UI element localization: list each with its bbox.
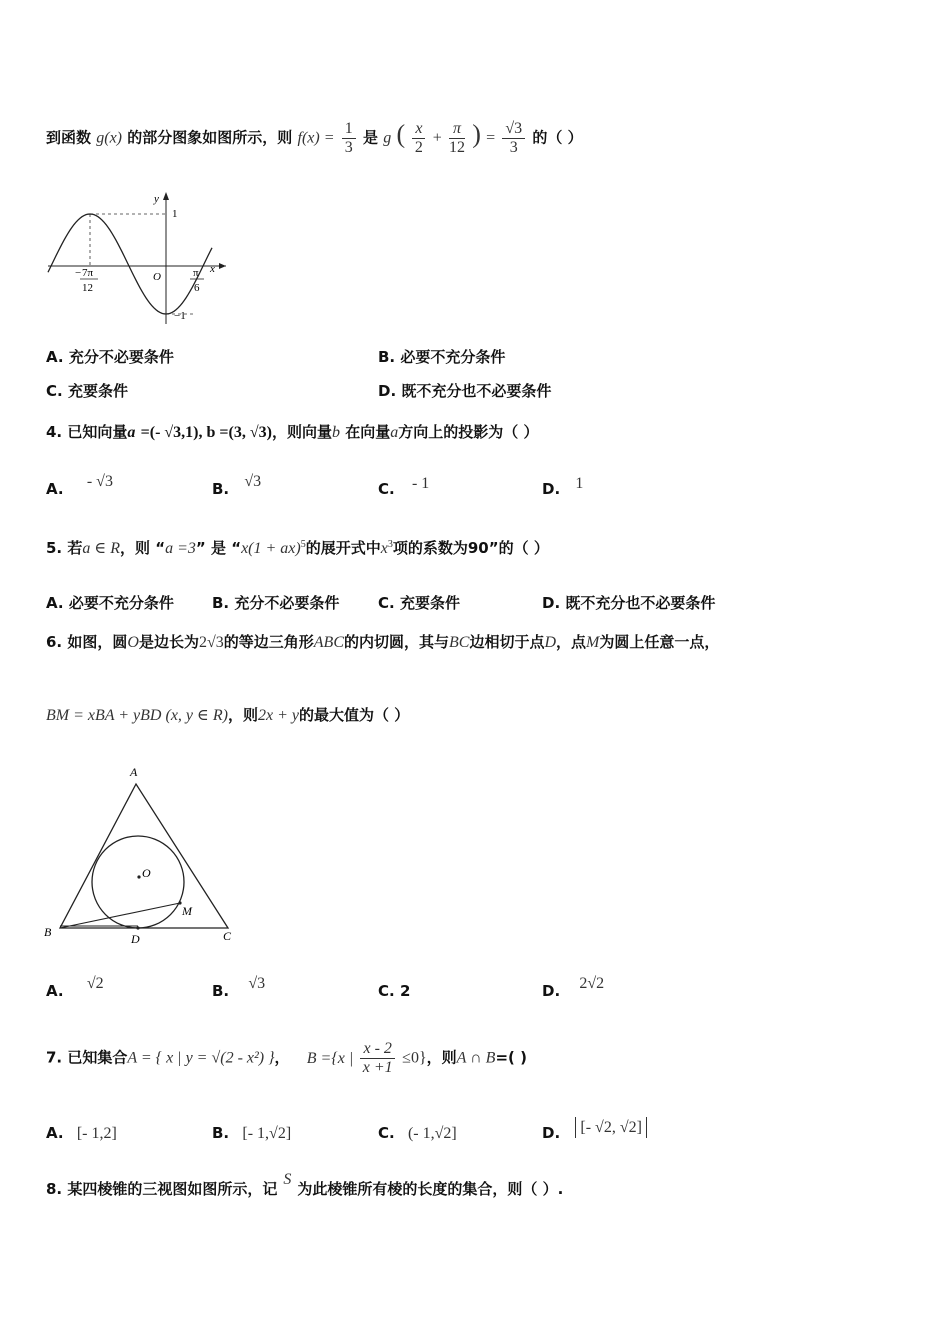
label-one: 1: [172, 208, 178, 220]
q4-stem: 4. 已知向量a =(- √3,1), b =(3, √3)，则向量b 在向量a方向上的投影为（ ）: [46, 423, 539, 441]
q7-option-d[interactable]: D. [- √2, √2]: [542, 1124, 647, 1143]
q5-option-a[interactable]: A. 必要不充分条件: [46, 594, 174, 612]
q5-option-c[interactable]: C. 充要条件: [378, 594, 460, 612]
q6-option-b[interactable]: B. √3: [212, 975, 266, 1000]
q6-option-d[interactable]: D. 2√2: [542, 975, 605, 1000]
q3-sine-graph: [44, 188, 234, 328]
q7-stem: 7. 已知集合A = { x | y = √(2 - x²) }， B ={x | $\frac{x - 2}{x +1}$ ≤0}，则A ∩ B=( ): [46, 1040, 527, 1076]
q6-triangle-figure: [40, 760, 250, 950]
q3-option-b[interactable]: B. 必要不充分条件: [378, 348, 506, 366]
triangle-abc: [60, 784, 228, 928]
q6-option-c[interactable]: C. 2: [378, 982, 411, 1000]
label-a: A: [130, 765, 138, 779]
incircle-o: [92, 836, 184, 928]
q3-option-a[interactable]: A. 充分不必要条件: [46, 348, 174, 366]
q6-stem: 6. 如图，圆O是边长为2√3的等边三角形ABC的内切圆，其与BC边相切于点D，点M为圆上任意一点，: [46, 633, 720, 651]
q7-option-b[interactable]: B. [- 1,√2]: [212, 1124, 292, 1142]
label-d: D: [131, 932, 140, 946]
tick-neg-7pi-12-num: 7π: [82, 267, 94, 279]
q8-stem: 8. 某四棱锥的三视图如图所示，记S为此棱锥所有棱的长度的集合，则（ ）.: [46, 1171, 564, 1198]
x-label: x: [210, 263, 215, 275]
label-c: C: [223, 929, 232, 943]
label-b: B: [44, 925, 52, 939]
q6-option-a[interactable]: A. √2: [46, 975, 104, 1000]
svg-text:−: −: [75, 267, 82, 279]
point-d-dot: [136, 926, 139, 929]
q3-option-c[interactable]: C. 充要条件: [46, 382, 128, 400]
q7-option-c[interactable]: C. (- 1,√2]: [378, 1124, 457, 1142]
center-dot: [137, 875, 140, 878]
q7-option-a[interactable]: A. [- 1,2]: [46, 1124, 117, 1142]
q3-option-d[interactable]: D. 既不充分也不必要条件: [378, 382, 552, 400]
label-neg-one: −1: [174, 310, 186, 322]
q5-option-d[interactable]: D. 既不充分也不必要条件: [542, 594, 716, 612]
sine-curve: [48, 214, 212, 314]
q3-gx: g(x): [96, 129, 123, 147]
tick-neg-7pi-12-den: 12: [82, 282, 93, 294]
y-label: y: [154, 193, 159, 205]
tick-pi-6-den: 6: [194, 282, 200, 294]
q3-stem: 到函数 g(x) 的部分图象如图所示，则 f(x) = $\frac{1}{3}$ 是 g ( $\frac{x}{2}$ + $\frac{\pi}{12}$ ) = $\frac{√3}{3}$ 的（ ）: [46, 119, 583, 156]
q4-option-a[interactable]: A. - √3: [46, 473, 113, 498]
q3-fraction-one-third: $\frac{1}{3}$: [342, 120, 356, 156]
label-m: M: [182, 904, 192, 918]
q6-stem-line2: BM = xBA + yBD (x, y ∈ R)，则2x + y的最大值为（ ）: [46, 706, 410, 724]
q4-option-d[interactable]: D. 1: [542, 475, 584, 498]
label-o: O: [142, 866, 151, 880]
q4-option-c[interactable]: C. - 1: [378, 475, 430, 498]
origin-label: O: [153, 271, 161, 283]
q5-stem: 5. 若a ∈ R，则 “a =3” 是 “x(1 + ax)$^5$的展开式中$x^3$项的系数为90”的（ ）: [46, 539, 549, 557]
q4-option-b[interactable]: B. √3: [212, 473, 262, 498]
q5-option-b[interactable]: B. 充分不必要条件: [212, 594, 340, 612]
tick-pi-6-num: π: [193, 267, 199, 279]
